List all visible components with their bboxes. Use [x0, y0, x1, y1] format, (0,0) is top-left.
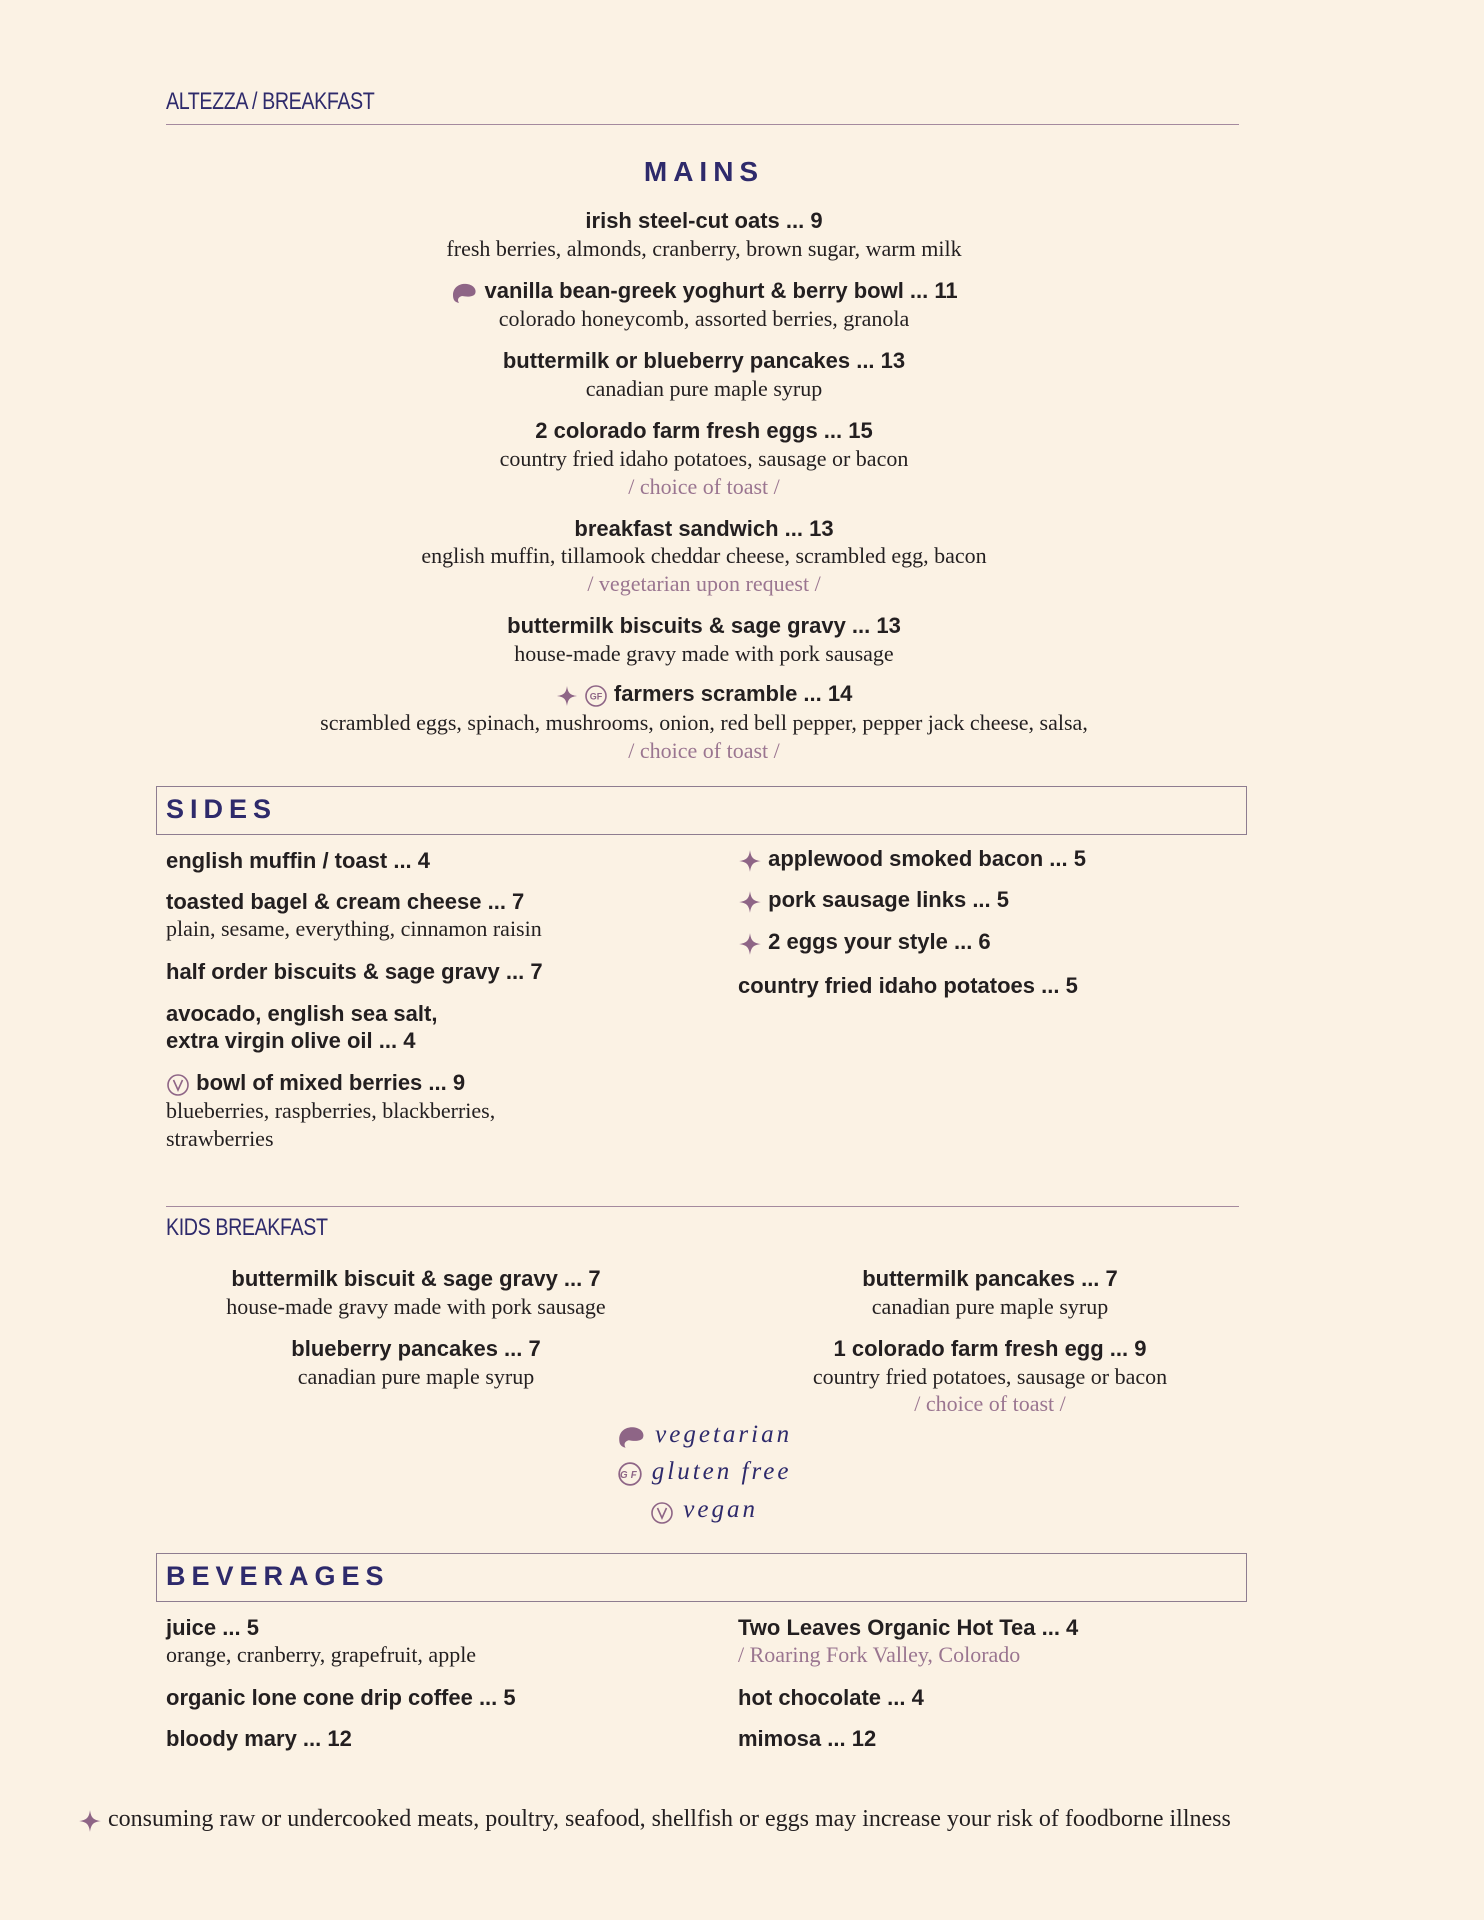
menu-item-name: buttermilk pancakes ... 7 — [862, 1266, 1118, 1291]
menu-item-name: bloody mary ... 12 — [166, 1726, 352, 1751]
menu-item-row — [738, 846, 1086, 873]
menu-item-description: house-made gravy made with pork sausage — [226, 1294, 606, 1319]
menu-item-name: vanilla bean-greek yoghurt & berry bowl ... 11 — [484, 278, 958, 303]
raw-warning-icon — [738, 847, 762, 873]
menu-item-name: buttermilk or blueberry pancakes ... 13 — [502, 348, 906, 373]
mains-title: MAINS — [643, 156, 765, 187]
menu-item-name: half order biscuits & sage gravy ... 7 — [166, 959, 543, 984]
menu-item-name: bowl of mixed berries ... 9 — [196, 1070, 466, 1095]
menu-item-name: buttermilk biscuit & sage gravy ... 7 — [231, 1266, 601, 1291]
sides-header-box — [156, 786, 1247, 835]
raw-warning-icon — [78, 1807, 102, 1834]
menu-item-name: toasted bagel & cream cheese ... 7 — [166, 889, 525, 914]
menu-item-description: orange, cranberry, grapefruit, apple — [166, 1642, 477, 1667]
menu-item-name: avocado, english sea salt, — [166, 1001, 438, 1026]
menu-item-name: farmers scramble ... 14 — [613, 681, 853, 706]
footer-disclaimer — [78, 1806, 1231, 1834]
menu-item-name: english muffin / toast ... 4 — [166, 848, 431, 873]
menu-item-description: colorado honeycomb, assorted berries, granola — [498, 306, 910, 331]
menu-item-name: juice ... 5 — [166, 1615, 259, 1640]
sides-title: SIDES — [166, 794, 278, 824]
vegetarian-icon — [450, 279, 478, 305]
menu-item-row — [738, 929, 991, 956]
menu-item-description: house-made gravy made with pork sausage — [514, 641, 894, 666]
menu-item-row — [738, 887, 1009, 914]
menu-item-row — [166, 1070, 465, 1097]
menu-item-name: blueberry pancakes ... 7 — [291, 1336, 541, 1361]
vegan-icon — [166, 1071, 190, 1097]
kids-divider — [166, 1206, 1239, 1207]
menu-item-name: irish steel-cut oats ... 9 — [585, 208, 823, 233]
gluten-free-icon — [617, 1459, 643, 1487]
menu-item-name: breakfast sandwich ... 13 — [574, 516, 834, 541]
menu-item-name: Two Leaves Organic Hot Tea ... 4 — [738, 1615, 1079, 1640]
menu-item-name: buttermilk biscuits & sage gravy ... 13 — [507, 613, 901, 638]
menu-item-name: 1 colorado farm fresh egg ... 9 — [833, 1336, 1147, 1361]
menu-item-note: / Roaring Fork Valley, Colorado — [738, 1642, 1021, 1667]
menu-item-description: country fried idaho potatoes, sausage or bacon — [499, 446, 909, 471]
menu-item-description: fresh berries, almonds, cranberry, brown sugar, warm milk — [446, 236, 962, 261]
menu-item-description: canadian pure maple syrup — [297, 1364, 535, 1389]
raw-warning-icon — [738, 888, 762, 914]
menu-item-note: / vegetarian upon request / — [587, 571, 821, 596]
beverages-header-box — [156, 1553, 1247, 1602]
kids-title: KIDS BREAKFAST — [166, 1214, 328, 1241]
menu-item-description: plain, sesame, everything, cinnamon raisin — [166, 916, 542, 941]
legend-label: vegetarian — [655, 1421, 793, 1448]
menu-item-note: / choice of toast / — [628, 474, 780, 499]
legend-label: vegan — [683, 1496, 758, 1523]
menu-item-name: mimosa ... 12 — [738, 1726, 877, 1751]
menu-item-description: blueberries, raspberries, blackberries, — [166, 1098, 496, 1123]
svg-text:GF: GF — [619, 1470, 640, 1482]
menu-item-row — [0, 278, 1408, 305]
header-divider — [166, 124, 1239, 125]
menu-item-name: applewood smoked bacon ... 5 — [768, 846, 1086, 871]
gluten-free-icon — [584, 682, 608, 708]
beverages-title: BEVERAGES — [166, 1561, 390, 1591]
menu-item-description: country fried potatoes, sausage or bacon — [812, 1364, 1168, 1389]
vegetarian-icon — [616, 1422, 646, 1450]
svg-text:GF: GF — [589, 691, 602, 702]
legend-vegan — [0, 1496, 1408, 1525]
menu-item-name: hot chocolate ... 4 — [738, 1685, 924, 1710]
menu-item-name: country fried idaho potatoes ... 5 — [738, 973, 1078, 998]
legend-vegetarian — [0, 1421, 1408, 1450]
menu-item-name: 2 colorado farm fresh eggs ... 15 — [535, 418, 873, 443]
menu-item-name: extra virgin olive oil ... 4 — [166, 1028, 416, 1053]
vegan-icon — [650, 1497, 674, 1525]
menu-item-note: / choice of toast / — [628, 738, 780, 763]
footer-text: consuming raw or undercooked meats, poultry, seafood, shellfish or eggs may increase your risk of foodborne illness — [108, 1806, 1231, 1832]
menu-item-description: strawberries — [166, 1126, 274, 1151]
menu-item-row — [0, 681, 1408, 708]
menu-item-name: organic lone cone drip coffee ... 5 — [166, 1685, 516, 1710]
raw-warning-icon — [556, 682, 578, 708]
menu-item-description: canadian pure maple syrup — [871, 1294, 1109, 1319]
raw-warning-icon — [738, 930, 762, 956]
menu-item-description: canadian pure maple syrup — [585, 376, 823, 401]
menu-item-name: 2 eggs your style ... 6 — [768, 929, 991, 954]
menu-item-note: / choice of toast / — [914, 1391, 1066, 1416]
menu-item-name: pork sausage links ... 5 — [768, 887, 1010, 912]
page-header: ALTEZZA / BREAKFAST — [166, 88, 375, 115]
legend-label: gluten free — [651, 1458, 792, 1485]
menu-item-description: english muffin, tillamook cheddar cheese, scrambled egg, bacon — [421, 543, 987, 568]
legend-gluten-free — [0, 1458, 1408, 1487]
menu-item-description: scrambled eggs, spinach, mushrooms, onion, red bell pepper, pepper jack cheese, salsa, — [320, 710, 1088, 735]
